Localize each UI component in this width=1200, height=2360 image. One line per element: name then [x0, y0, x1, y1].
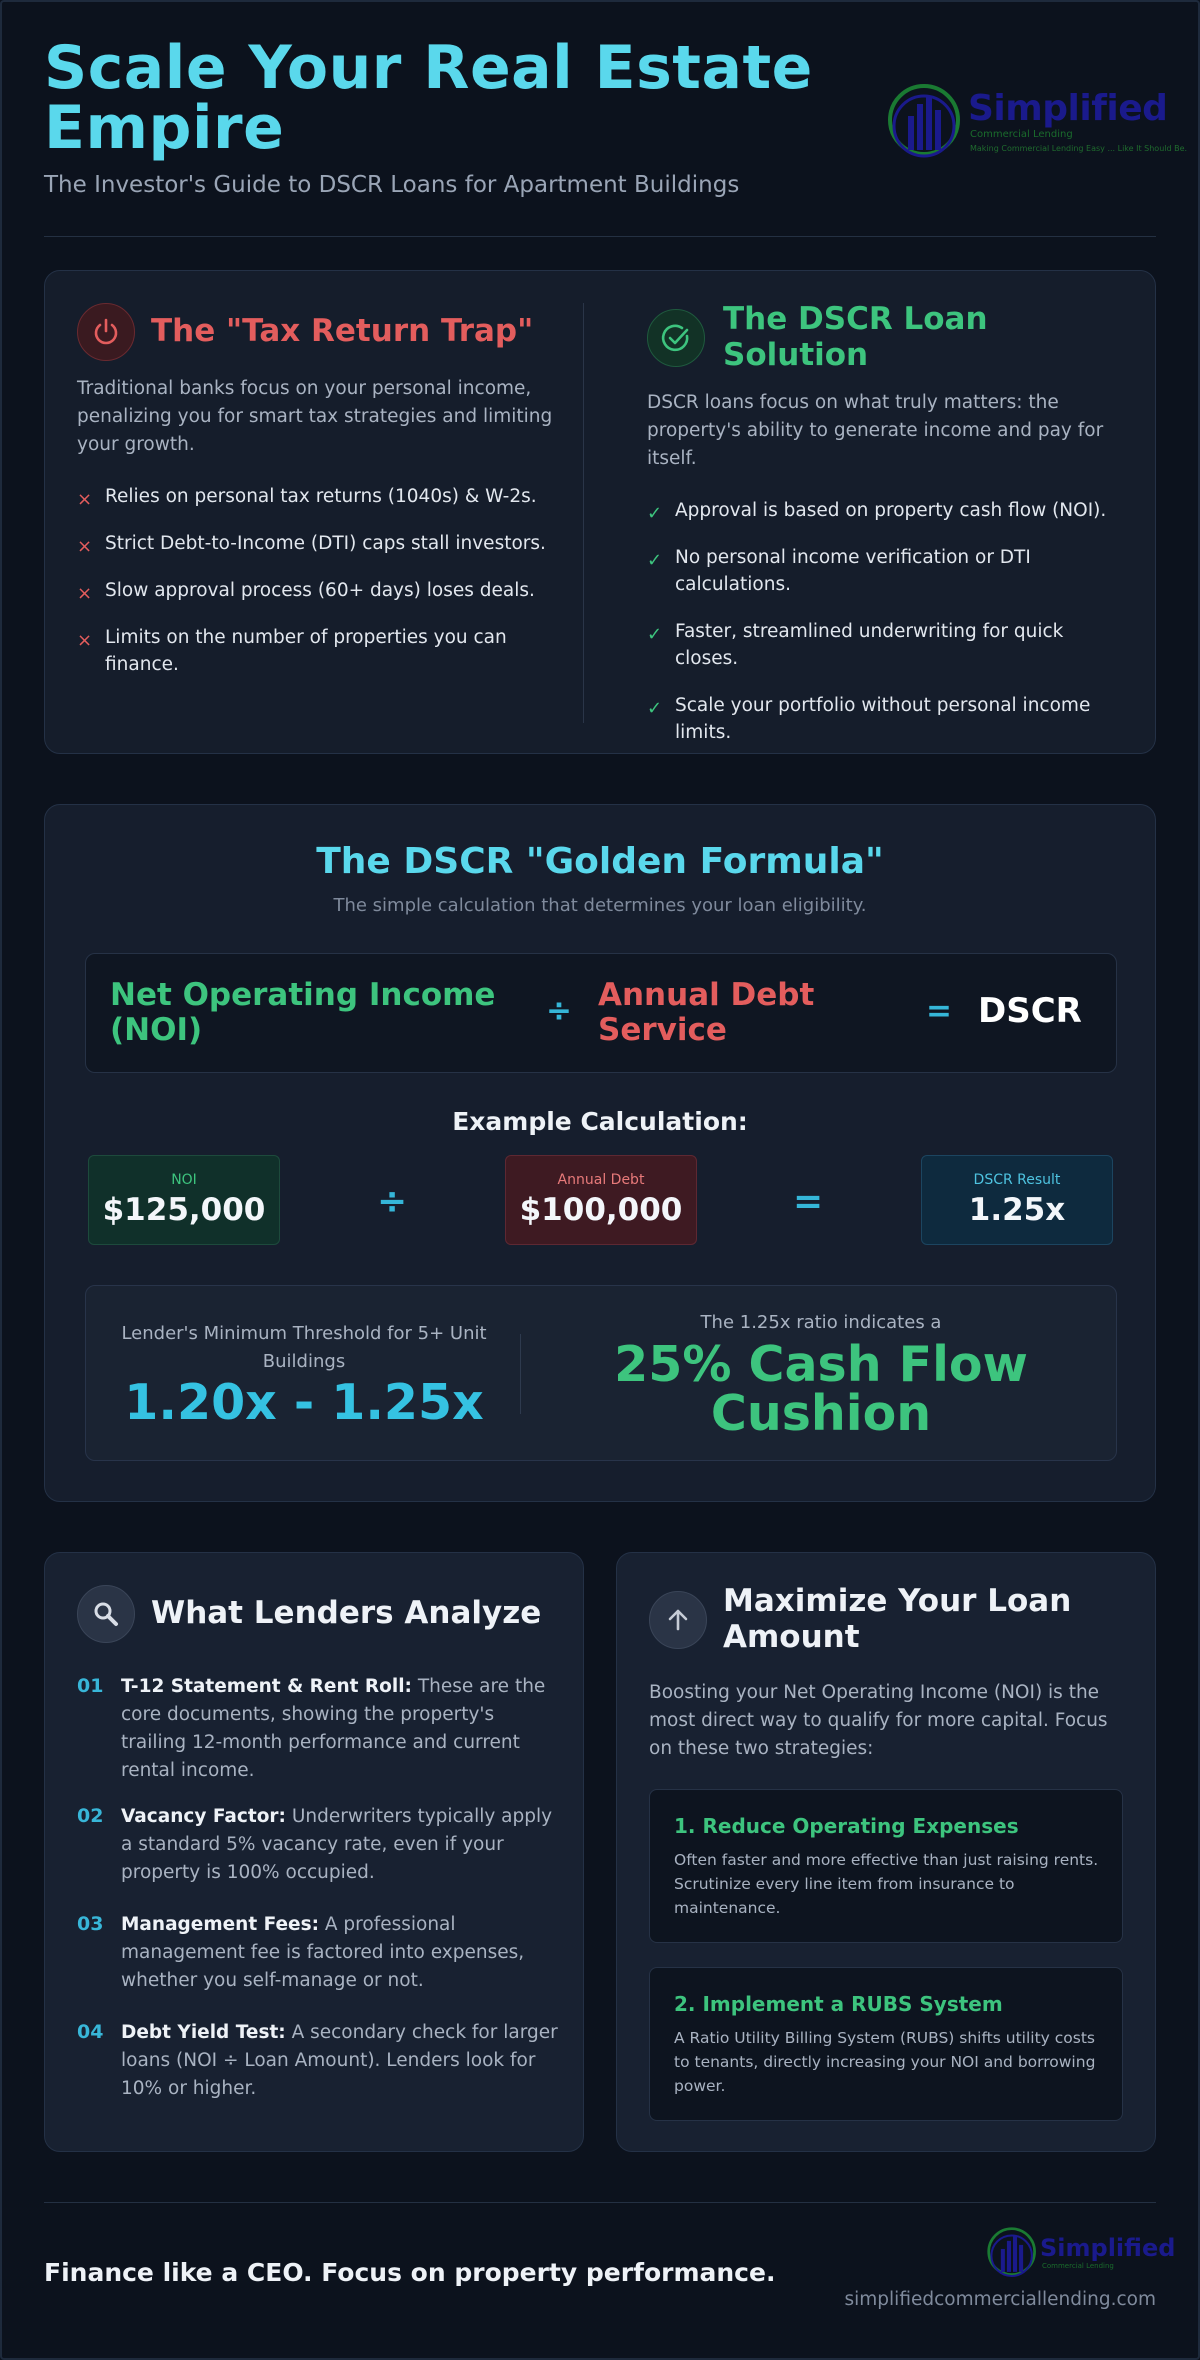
page-title: Scale Your Real Estate Empire [44, 33, 813, 163]
divide-symbol: ÷ [546, 993, 572, 1029]
item-number: 02 [77, 1805, 104, 1827]
strategy-text: A Ratio Utility Billing System (RUBS) shifts utility costs to tenants, directly increasing your NOI and borrowing power. [674, 2029, 1096, 2095]
logo-mark-icon [986, 2226, 1040, 2280]
footer-website-link[interactable]: simplifiedcommerciallending.com [844, 2289, 1156, 2310]
check-circle-icon [647, 309, 705, 367]
formula-denominator: Annual Debt Service [598, 977, 815, 1048]
logo-tagline: Commercial Lending [970, 129, 1073, 140]
lenders-title: What Lenders Analyze [151, 1595, 542, 1631]
list-item-text: Relies on personal tax returns (1040s) & W-2s. [105, 486, 537, 507]
column-divider [583, 303, 584, 723]
list-item-text: Limits on the number of properties you can finance. [105, 627, 507, 675]
maximize-card [616, 1552, 1156, 2152]
comparison-card [44, 270, 1156, 754]
logo-mark-icon [886, 82, 966, 162]
maximize-title: Maximize Your Loan Amount [723, 1583, 1072, 1655]
equals-symbol: = [926, 993, 952, 1029]
threshold-box [85, 1285, 1117, 1461]
formula-subtitle: The simple calculation that determines your loan eligibility. [333, 895, 867, 916]
check-mark-icon: ✓ [647, 550, 663, 571]
check-mark-icon: ✓ [647, 698, 663, 719]
example-debt-value: $100,000 [519, 1192, 683, 1228]
list-item [647, 497, 1127, 524]
x-mark-icon: × [77, 489, 93, 510]
header-divider [44, 236, 1156, 237]
footer-divider [44, 2202, 1156, 2203]
x-mark-icon: × [77, 536, 93, 557]
page-subtitle: The Investor's Guide to DSCR Loans for Apartment Buildings [44, 172, 740, 198]
list-item-text: Approval is based on property cash flow (NOI). [675, 500, 1107, 521]
example-equals-symbol: = [793, 1181, 824, 1222]
lender-item-text: T-12 Statement & Rent Roll: These are the core documents, showing the property's trailing 12-month performance and current rental income. [121, 1676, 546, 1781]
footer-logo-tagline: Commercial Lending [1042, 2262, 1114, 2270]
formula-box [85, 953, 1117, 1073]
example-debt-box [505, 1155, 697, 1245]
list-item [77, 624, 557, 678]
cushion-label: The 1.25x ratio indicates a [700, 1312, 942, 1333]
list-item-text: Scale your portfolio without personal income limits. [675, 695, 1091, 743]
footer-logo-name: Simplified [1040, 2234, 1176, 2262]
strategy-rubs-system [649, 1967, 1123, 2121]
company-logo [886, 82, 1188, 162]
formula-result: DSCR [978, 991, 1082, 1031]
check-mark-icon: ✓ [647, 624, 663, 645]
example-noi-label: NOI [171, 1172, 197, 1188]
example-divide-symbol: ÷ [377, 1181, 408, 1222]
search-icon [77, 1585, 135, 1643]
trap-intro: Traditional banks focus on your personal income, penalizing you for smart tax strategies and limiting your growth. [77, 378, 553, 455]
list-item-text: Strict Debt-to-Income (DTI) caps stall investors. [105, 533, 546, 554]
formula-numerator: Net Operating Income (NOI) [110, 977, 496, 1048]
example-result-value: 1.25x [968, 1192, 1066, 1228]
list-item [647, 618, 1127, 672]
threshold-label: Lender's Minimum Threshold for 5+ Unit Buildings [121, 1323, 487, 1372]
threshold-value: 1.20x - 1.25x [124, 1374, 484, 1431]
strategy-title: 1. Reduce Operating Expenses [674, 1814, 1019, 1838]
example-result-label: DSCR Result [973, 1172, 1061, 1188]
example-noi-value: $125,000 [102, 1192, 266, 1228]
logo-name: Simplified [968, 88, 1168, 129]
threshold-divider [520, 1334, 521, 1414]
footer-logo [986, 2226, 1176, 2280]
list-item [77, 483, 557, 510]
trap-list [77, 483, 557, 698]
check-mark-icon: ✓ [647, 503, 663, 524]
strategy-title: 2. Implement a RUBS System [674, 1992, 1003, 2016]
example-title: Example Calculation: [452, 1107, 748, 1136]
list-item [77, 530, 557, 557]
lender-item-text: Vacancy Factor: Underwriters typically apply a standard 5% vacancy rate, even if your property is 100% occupied. [121, 1806, 553, 1883]
solution-intro: DSCR loans focus on what truly matters: the property's ability to generate income and pay for itself. [647, 392, 1104, 469]
strategy-text: Often faster and more effective than just raising rents. Scrutinize every line item from insurance to maintenance. [674, 1851, 1099, 1917]
list-item-text: Slow approval process (60+ days) loses deals. [105, 580, 535, 601]
lender-item-text: Management Fees: A professional management fee is factored into expenses, whether you self-manage or not. [121, 1914, 525, 1991]
list-item [647, 692, 1127, 746]
header [44, 33, 1188, 238]
list-item [77, 577, 557, 604]
item-number: 01 [77, 1675, 104, 1697]
cushion-value: 25% Cash Flow Cushion [614, 1336, 1028, 1442]
formula-card [44, 804, 1156, 1502]
arrow-up-icon [649, 1591, 707, 1649]
list-item-text: Faster, streamlined underwriting for quick closes. [675, 621, 1064, 669]
list-item [647, 544, 1127, 598]
item-number: 04 [77, 2021, 104, 2043]
item-number: 03 [77, 1913, 104, 1935]
example-debt-label: Annual Debt [557, 1172, 645, 1188]
example-result-box [921, 1155, 1113, 1245]
logo-slogan: Making Commercial Lending Easy ... Like It Should Be. [970, 144, 1188, 153]
strategy-reduce-expenses [649, 1789, 1123, 1943]
list-item-text: No personal income verification or DTI calculations. [675, 547, 1031, 595]
x-mark-icon: × [77, 583, 93, 604]
formula-title: The DSCR "Golden Formula" [316, 841, 884, 882]
trap-title: The "Tax Return Trap" [151, 313, 534, 349]
example-noi-box [88, 1155, 280, 1245]
footer-tagline: Finance like a CEO. Focus on property performance. [44, 2258, 776, 2287]
maximize-intro: Boosting your Net Operating Income (NOI) is the most direct way to qualify for more capital. Focus on these two strategies: [649, 1682, 1108, 1759]
x-mark-icon: × [77, 630, 93, 651]
lenders-card [44, 1552, 584, 2152]
solution-title: The DSCR Loan Solution [723, 301, 988, 373]
solution-list [647, 497, 1127, 766]
power-icon [77, 303, 135, 361]
lender-item-text: Debt Yield Test: A secondary check for larger loans (NOI ÷ Loan Amount). Lenders look for 10% or higher. [121, 2022, 558, 2099]
